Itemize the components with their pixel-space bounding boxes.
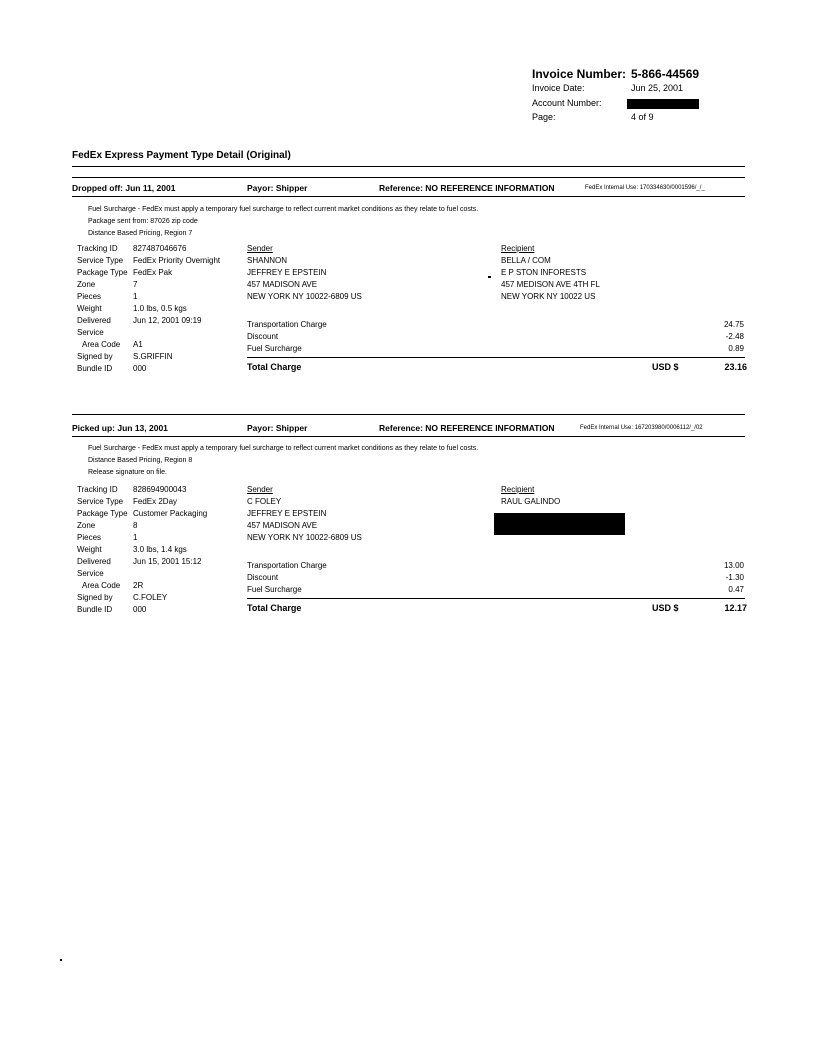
- sender-block: [247, 243, 362, 303]
- detail-label: Bundle ID: [77, 605, 113, 614]
- weight: 3.0 lbs, 1.4 kgs: [133, 545, 187, 554]
- sender-block: [247, 484, 362, 544]
- charge-amount: 24.75: [723, 320, 744, 329]
- total-amount: 23.16: [724, 362, 747, 372]
- detail-label: Signed by: [77, 593, 113, 602]
- total-rule: [247, 598, 745, 599]
- detail-label: Tracking ID: [77, 244, 118, 253]
- detail-label: Package Type: [77, 509, 128, 518]
- total-label: Total Charge: [247, 362, 302, 372]
- signed-by: S.GRIFFIN: [133, 352, 173, 361]
- shipment-notes: [88, 204, 478, 240]
- note-line: Fuel Surcharge - FedEx must apply a temporary fuel surcharge to reflect current market conditions as they relate to fuel costs.: [88, 445, 479, 452]
- detail-label: Service Type: [77, 497, 124, 506]
- charge-label: Discount: [247, 332, 279, 341]
- shipment-notes: [88, 443, 478, 479]
- recipient-line: RAUL GALINDO: [501, 497, 561, 506]
- total-label: Total Charge: [247, 603, 302, 613]
- page-number: 4 of 9: [631, 112, 654, 122]
- invoice-number-label: Invoice Number:: [532, 67, 627, 81]
- pieces: 1: [133, 533, 138, 542]
- charge-amount: -1.30: [725, 573, 744, 582]
- sender-line: JEFFREY E EPSTEIN: [247, 268, 327, 277]
- invoice-date-label: Invoice Date:: [532, 83, 585, 93]
- sender-line: JEFFREY E EPSTEIN: [247, 509, 327, 518]
- charge-amount: -2.48: [725, 332, 744, 341]
- recipient-block: [501, 243, 600, 303]
- charge-label: Transportation Charge: [247, 320, 327, 329]
- note-line: Fuel Surcharge - FedEx must apply a temporary fuel surcharge to reflect current market conditions as they relate to fuel costs.: [88, 206, 479, 213]
- service-type: FedEx 2Day: [133, 497, 178, 506]
- detail-label: Service Type: [77, 256, 124, 265]
- recipient-line: 457 MEDISON AVE 4TH FL: [501, 280, 600, 289]
- detail-label: Zone: [77, 280, 96, 289]
- package-type: FedEx Pak: [133, 268, 173, 277]
- detail-label: Service: [77, 328, 104, 337]
- zone: 8: [133, 521, 138, 530]
- charge-labels: [247, 319, 327, 355]
- recipient-line: E P STON INFORESTS: [501, 268, 587, 277]
- detail-label: Package Type: [77, 268, 128, 277]
- total-amount: 12.17: [724, 603, 747, 613]
- detail-values: [133, 243, 220, 375]
- detail-labels: [77, 484, 128, 616]
- charge-labels: [247, 560, 327, 596]
- service: [133, 327, 220, 339]
- page-label: Page:: [532, 112, 556, 122]
- section-title: FedEx Express Payment Type Detail (Original): [72, 150, 291, 161]
- note-line: Distance Based Pricing, Region 8: [88, 457, 193, 464]
- shipment-reference: Reference: NO REFERENCE INFORMATION: [379, 423, 555, 433]
- charge-amount: 0.47: [728, 585, 744, 594]
- charge-amounts: [680, 560, 744, 596]
- zone: 7: [133, 280, 138, 289]
- detail-label: Tracking ID: [77, 485, 118, 494]
- charge-label: Fuel Surcharge: [247, 344, 302, 353]
- signed-by: C.FOLEY: [133, 593, 168, 602]
- charge-amount: 0.89: [728, 344, 744, 353]
- recipient-block: [501, 484, 560, 508]
- sender-line: NEW YORK NY 10022-6809 US: [247, 292, 362, 301]
- currency: USD $: [652, 603, 679, 613]
- shipment-top-rule: [72, 414, 745, 415]
- detail-label: Zone: [77, 521, 96, 530]
- invoice-number: 5-866-44569: [631, 67, 700, 81]
- note-line: Distance Based Pricing, Region 7: [88, 230, 193, 237]
- account-number-label: Account Number:: [532, 98, 602, 108]
- detail-label: Area Code: [82, 340, 121, 349]
- shipment-internal-use: FedEx Internal Use: 170334630/0001596/_/_: [585, 185, 705, 191]
- detail-label: Service: [77, 569, 104, 578]
- tracking-id: 827487046676: [133, 244, 187, 253]
- weight: 1.0 lbs, 0.5 kgs: [133, 304, 187, 313]
- stray-mark: [488, 276, 491, 278]
- shipment-header-rule: [72, 436, 745, 437]
- bundle-id: 000: [133, 364, 147, 373]
- recipient-heading: Recipient: [501, 244, 535, 253]
- total-rule: [247, 357, 745, 358]
- sender-line: 457 MADISON AVE: [247, 521, 318, 530]
- charge-amount: 13.00: [723, 561, 744, 570]
- recipient-heading: Recipient: [501, 485, 535, 494]
- recipient-line: BELLA / COM: [501, 256, 551, 265]
- detail-label: Area Code: [82, 581, 121, 590]
- account-number-redaction: [627, 99, 699, 109]
- note-line: Release signature on file.: [88, 469, 167, 476]
- shipment-event: Picked up: Jun 13, 2001: [72, 423, 168, 433]
- delivered: Jun 15, 2001 15:12: [133, 557, 202, 566]
- sender-line: 457 MADISON AVE: [247, 280, 318, 289]
- detail-label: Weight: [77, 304, 102, 313]
- detail-label: Pieces: [77, 533, 102, 542]
- detail-label: Bundle ID: [77, 364, 113, 373]
- package-type: Customer Packaging: [133, 509, 208, 518]
- charge-label: Discount: [247, 573, 279, 582]
- detail-label: Weight: [77, 545, 102, 554]
- shipment-payor: Payor: Shipper: [247, 183, 308, 193]
- sender-line: NEW YORK NY 10022-6809 US: [247, 533, 362, 542]
- detail-label: Pieces: [77, 292, 102, 301]
- sender-heading: Sender: [247, 244, 273, 253]
- tracking-id: 828694900043: [133, 485, 187, 494]
- shipment-event: Dropped off: Jun 11, 2001: [72, 183, 176, 193]
- charge-amounts: [680, 319, 744, 355]
- stray-dot: [60, 959, 62, 961]
- sender-heading: Sender: [247, 485, 273, 494]
- detail-label: Signed by: [77, 352, 113, 361]
- invoice-date: Jun 25, 2001: [631, 83, 684, 93]
- charge-label: Fuel Surcharge: [247, 585, 302, 594]
- detail-label: Delivered: [77, 316, 111, 325]
- recipient-address-redaction: [494, 513, 625, 535]
- detail-values: [133, 484, 207, 616]
- shipment-reference: Reference: NO REFERENCE INFORMATION: [379, 183, 555, 193]
- shipment-payor: Payor: Shipper: [247, 423, 308, 433]
- currency: USD $: [652, 362, 679, 372]
- service-type: FedEx Priority Overnight: [133, 256, 221, 265]
- area-code: A1: [133, 340, 143, 349]
- section-rule-1: [72, 166, 745, 167]
- area-code: 2R: [133, 581, 144, 590]
- service: [133, 568, 207, 580]
- note-line: Package sent from: 87026 zip code: [88, 218, 198, 225]
- charge-label: Transportation Charge: [247, 561, 327, 570]
- section-rule-2: [72, 177, 745, 178]
- detail-label: Delivered: [77, 557, 111, 566]
- pieces: 1: [133, 292, 138, 301]
- shipment-header-rule: [72, 196, 745, 197]
- recipient-line: NEW YORK NY 10022 US: [501, 292, 596, 301]
- sender-line: SHANNON: [247, 256, 288, 265]
- bundle-id: 000: [133, 605, 147, 614]
- detail-labels: [77, 243, 128, 375]
- sender-line: C FOLEY: [247, 497, 282, 506]
- shipment-internal-use: FedEx Internal Use: 167203980/0006112/_/02: [580, 425, 703, 431]
- delivered: Jun 12, 2001 09:19: [133, 316, 202, 325]
